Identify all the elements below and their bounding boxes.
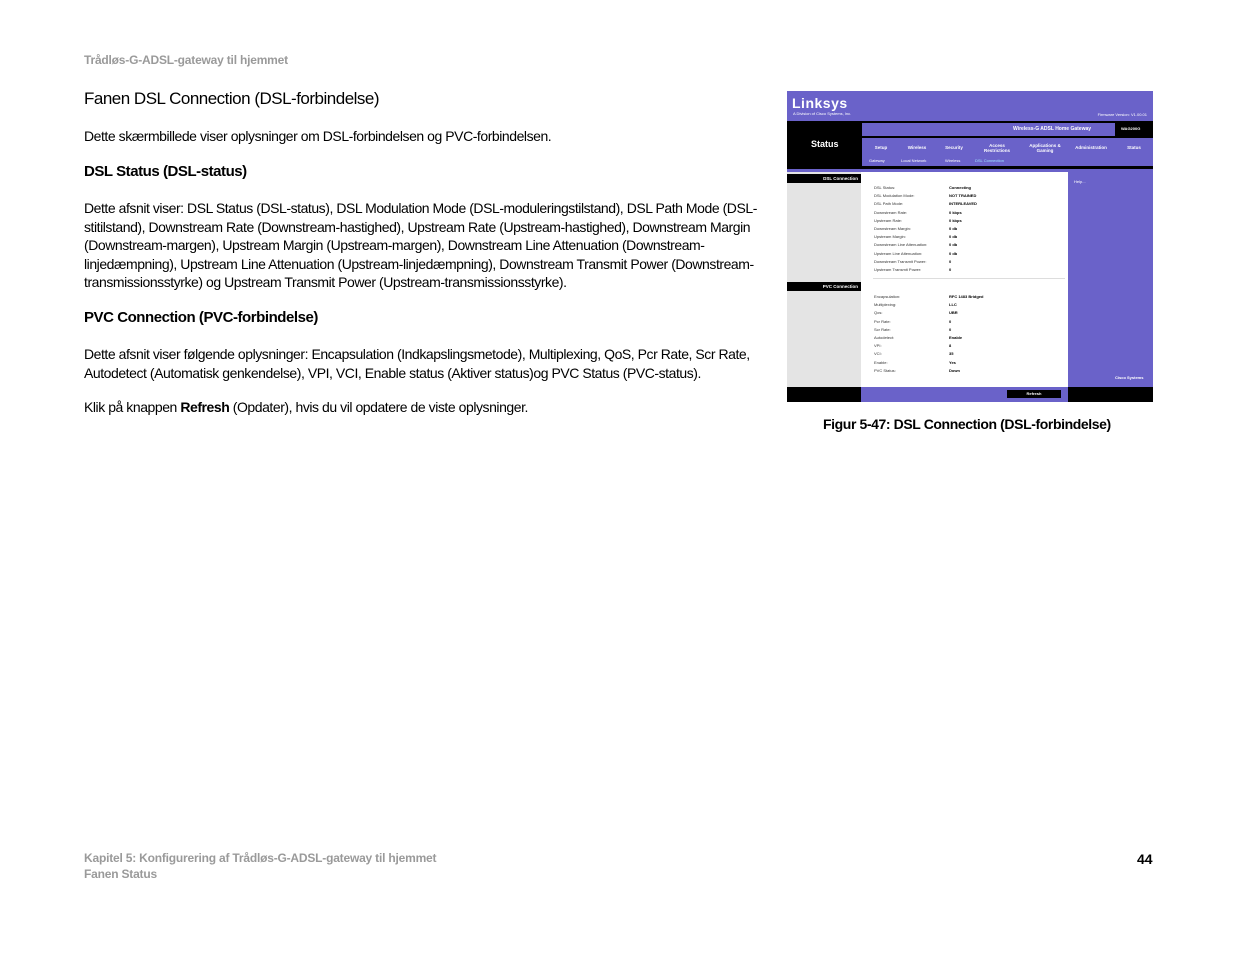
figure-dsl-row-value: 0 kbps: [949, 217, 962, 223]
figure-pvc-row-label: Encapsulation:: [874, 294, 901, 299]
dsl-status-heading: DSL Status (DSL-status): [84, 163, 247, 180]
figure-dsl-row-value: 0: [949, 267, 952, 272]
figure-dsl-label: DSL Connection: [787, 174, 861, 183]
refresh-paragraph: [84, 398, 764, 417]
figure-pvc-row-value: LLC: [949, 302, 957, 308]
refresh-text-bold: Refresh: [180, 399, 230, 415]
refresh-text-after: (Opdater), hvis du vil opdatere de viste oplysninger.: [229, 399, 528, 415]
figure-pvc-row-label: PVC Status:: [874, 367, 896, 373]
figure-dsl-row-label: DSL Status:: [874, 185, 896, 190]
figure-dsl-row-label: Upstream Margin:: [874, 234, 906, 240]
figure-left-column: [787, 172, 861, 387]
figure-dsl-row-label: Upstream Line Attenuation:: [874, 250, 923, 256]
figure-model: WAG200G: [1121, 126, 1141, 131]
figure-dsl-row-label: DSL Modulation Mode:: [874, 193, 915, 199]
figure-dsl-row-value: INTERLEAVED: [949, 201, 977, 207]
figure-subtab-wireless[interactable]: Wireless: [945, 158, 961, 163]
figure-logo: Linksys: [792, 95, 848, 111]
figure-screenshot: [787, 91, 1153, 402]
figure-tab-applications[interactable]: Applications & Gaming: [1029, 143, 1061, 153]
figure-dsl-row-label: Upstream Transmit Power:: [874, 267, 922, 272]
figure-dsl-row-value: 0 kbps: [949, 209, 962, 215]
figure-dsl-row-value: 0: [949, 258, 952, 264]
figure-tab-wireless[interactable]: Wireless: [907, 145, 927, 150]
figure-pvc-row-label: Autodetect:: [874, 335, 895, 340]
figure-tab-security[interactable]: Security: [945, 145, 963, 150]
figure-pvc-row-value: Enable: [949, 335, 963, 340]
figure-tab-access[interactable]: Access Restrictions: [983, 143, 1010, 153]
figure-help-panel: [1070, 172, 1153, 387]
figure-subtab-local-network[interactable]: Local Network: [901, 158, 927, 163]
figure-help-link[interactable]: Help...: [1074, 179, 1086, 184]
page-number: 44: [1137, 851, 1153, 867]
figure-pvc-row-label: VPI:: [874, 343, 882, 349]
figure-dsl-row-label: Upstream Rate:: [874, 217, 903, 223]
figure-pvc-row-value: 0: [949, 318, 952, 324]
figure-refresh-button[interactable]: Refresh: [1007, 390, 1061, 398]
figure-pvc-row-label: Scr Rate:: [874, 326, 891, 332]
dsl-status-paragraph: Dette afsnit viser: DSL Status (DSL-status), DSL Modulation Mode (DSL-moduleringstilstand), DSL Path Mode (DSL-stitilstand), Downstream Rate (Downstream-hastighed), Upstream Rate (Upstream-hastighed), Downstream Margin (Downstream-margen), Upstream Margin (Upstream-margen), Downstream Line Attenuation (Downstream-linjedæmpning), Upstream Line Attenuation (Upstream-linjedæmpning), Downstream Transmit Power (Downstream-transmissionsstyrke) og Upstream Transmit Power (Upstream-transmissionsstyrke).: [84, 200, 757, 290]
pvc-connection-paragraph: Dette afsnit viser følgende oplysninger: Encapsulation (Indkapslingsmetode), Multiplexing, QoS, Pcr Rate, Scr Rate, Autodetect (Automatisk genkendelse), VPI, VCI, Enable status (Aktiver status)og PVC Status (PVC-status).: [84, 346, 750, 381]
figure-dsl-row-value: 0 db: [949, 242, 958, 248]
figure-pvc-row-label: Multiplexing:: [874, 302, 897, 308]
figure-subtab-gateway[interactable]: Gateway: [869, 158, 885, 163]
figure-dsl-row-label: Downstream Margin:: [874, 226, 911, 231]
figure-tab-setup[interactable]: Setup: [874, 145, 888, 150]
figure-pvc-row-label: VCI:: [874, 351, 882, 357]
figure-dsl-row-value: Connecting: [949, 185, 971, 190]
figure-pvc-row-value: 35: [949, 351, 954, 357]
figure-logo-sub: A Division of Cisco Systems, Inc.: [793, 111, 852, 116]
figure-dsl-row-value: NOT TRAINED: [949, 193, 977, 199]
footer-section: Fanen Status: [84, 867, 157, 881]
figure-product-name: Wireless-G ADSL Home Gateway: [1013, 126, 1092, 132]
running-header: Trådløs-G-ADSL-gateway til hjemmet: [84, 53, 288, 67]
figure-pvc-row-label: Pcr Rate:: [874, 318, 891, 324]
figure-cisco-logo: Cisco Systems: [1115, 375, 1144, 380]
pvc-connection-heading: PVC Connection (PVC-forbindelse): [84, 309, 318, 326]
figure-dsl-row-label: Downstream Rate:: [874, 209, 908, 215]
figure-dsl-row-label: DSL Path Mode:: [874, 201, 904, 207]
figure-dsl-row-label: Downstream Line Attenuation:: [874, 242, 928, 248]
refresh-text-before: Klik på knappen: [84, 399, 181, 415]
figure-pvc-row-value: RFC 1483 Bridged: [949, 294, 984, 299]
figure-pvc-row-value: 0: [949, 326, 952, 332]
figure-pvc-row-label: Qos:: [874, 310, 883, 316]
figure-pvc-row-value: Down: [949, 367, 960, 373]
intro-paragraph: Dette skærmbillede viser oplysninger om DSL-forbindelsen og PVC-forbindelsen.: [84, 128, 552, 144]
figure-tab-administration[interactable]: Administration: [1075, 145, 1107, 150]
figure-firmware: Firmware Version: V1.00.01: [1097, 112, 1147, 117]
figure-page-label: Status: [811, 139, 839, 149]
figure-pvc-row-value: Yes: [949, 359, 956, 365]
figure-dsl-row-value: 0 db: [949, 226, 958, 231]
figure-pvc-row-label: Enable:: [874, 359, 888, 365]
section-title: Fanen DSL Connection (DSL-forbindelse): [84, 89, 380, 108]
figure-caption: Figur 5-47: DSL Connection (DSL-forbindelse): [823, 416, 1111, 432]
figure-dsl-row-value: 0 db: [949, 250, 958, 256]
figure-tab-status[interactable]: Status: [1127, 145, 1141, 150]
figure-subtab-dsl-connection[interactable]: DSL Connection: [975, 158, 1004, 163]
figure-dsl-row-label: Downstream Transmit Power:: [874, 258, 927, 264]
figure-pvc-row-value: 8: [949, 343, 952, 349]
footer-chapter: Kapitel 5: Konfigurering af Trådløs-G-ADSL-gateway til hjemmet: [84, 851, 437, 865]
figure-pvc-label: PVC Connection: [787, 282, 861, 291]
figure-dsl-row-value: 0 db: [949, 234, 958, 240]
figure-divider: [873, 278, 1065, 279]
figure-pvc-row-value: UBR: [949, 310, 958, 316]
